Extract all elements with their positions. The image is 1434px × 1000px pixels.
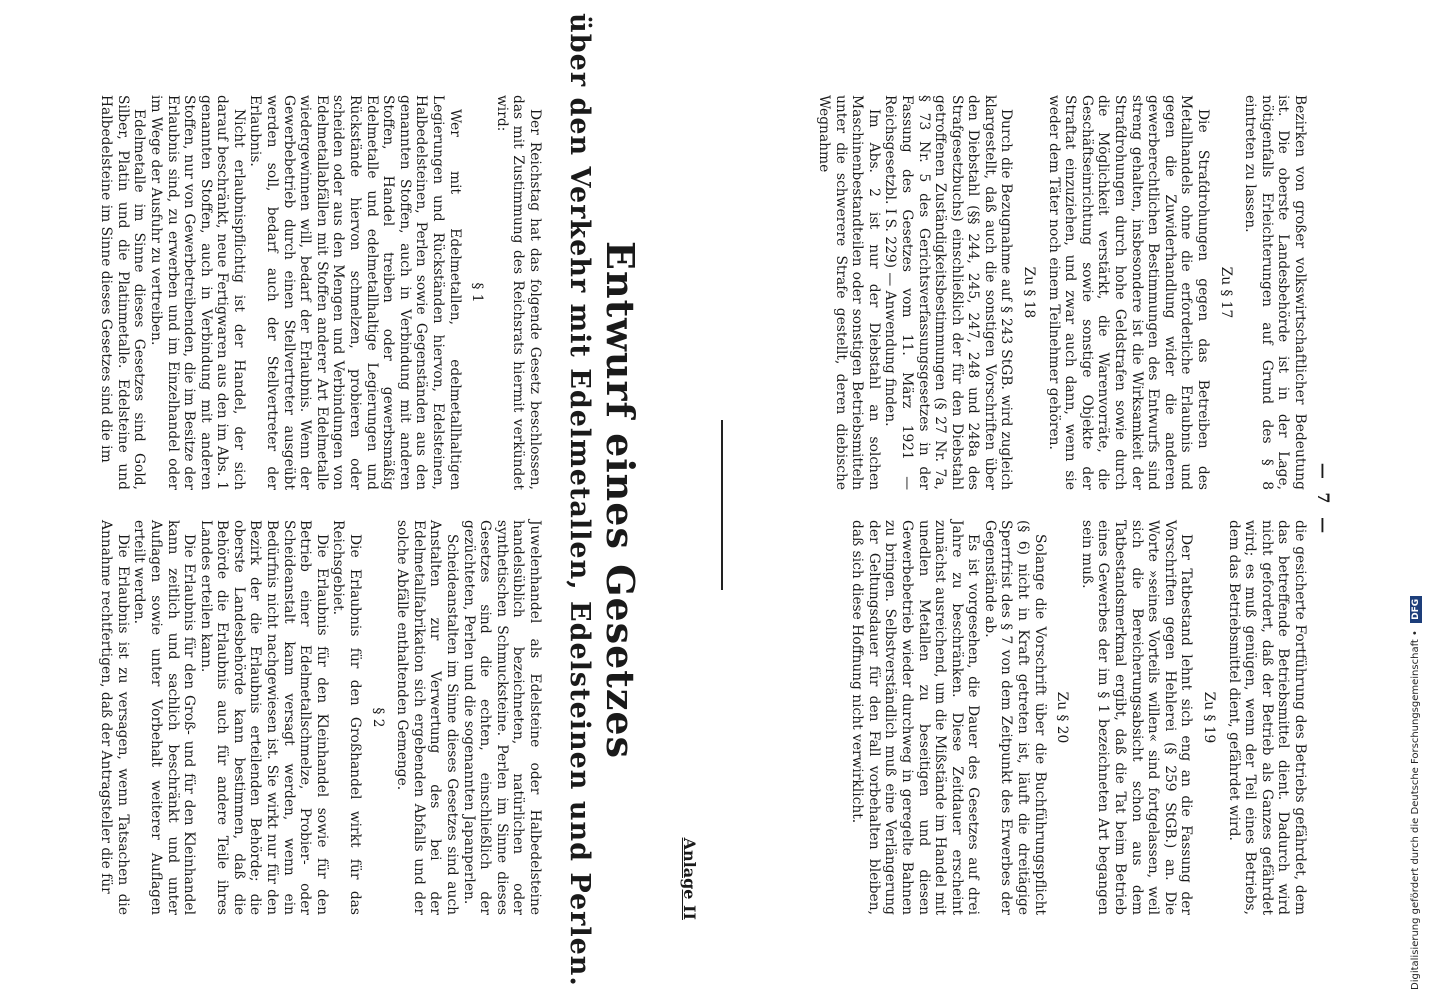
paragraph: Wer mit Edelmetallen, edelmetallhaltigen Legierungen und Rückständen hiervon, Edelsteinen, Halbedelsteinen, Perlen sowie Gegenständen aus den genannten Stoffen, auch in Verbindung mit anderen Stoffen, Handel treiben oder gewerbsmäßig Edelmetalle und edelmetallhaltige Legierungen und Rückstände hiervon schmelzen, probieren oder scheiden oder aus den Mengen und Verbindungen von Edelmetallabfällen mit Stoffen anderer Art Edelmetalle wiedergewinnen will, bedarf der Erlaubnis. Wenn der Gewerbebetrieb durch einen Stellvertreter ausgeübt werden soll, bedarf auch der Stellvertreter der Erlaubnis. <box>247 95 463 490</box>
section-heading-2: § 2 <box>369 707 386 728</box>
paragraph: Der Reichstag hat das folgende Gesetz beschlossen, das mit Zustimmung des Reichsrats hiermit verkündet wird: <box>493 95 543 490</box>
section-heading-17: Zu § 17 <box>1217 266 1234 319</box>
rotated-page <box>25 0 1403 1000</box>
paragraph: Die Strafdrohungen gegen das Betreiben des Metallhandels ohne die erforderliche Erlaubnis und gegen die Zuwiderhandlung wider die anderen gewerberechtlichen Bestimmungen des Entwurfs sind streng gehalten, insbesondere ist die Wirksamkeit der Strafdrohungen durch hohe Geldstrafen sowie durch die Möglichkeit verstärkt, die Warenvorräte, die Geschäftseinrichtung sowie sonstige Objekte der Straftat einzuziehen, und zwar auch dann, wenn sie weder dem Täter noch einem Teilnehmer gehören. <box>1045 95 1212 490</box>
paragraph: Solange die Vorschrift über die Buchführungspflicht (§ 6) nicht in Kraft getreten ist, läuft die dreitägige Sperrfrist des § 7 von dem Zeitpunkt des Erwerbes der Gegenstände ab. <box>981 520 1048 915</box>
paragraph: Juwelenhandel als Edelsteine oder Halbedelsteine handelsüblich bezeichneten, natürlichen oder synthetischen Schmucksteine. Perlen im Sinne dieses Gesetzes sind die echten, einschließlich der gezüchteten, Perlen und die sogenannten Japanperlen. <box>460 520 543 915</box>
lower-left-column <box>98 95 543 490</box>
paragraph: Nicht erlaubnispflichtig ist der Handel, der sich darauf beschränkt, neue Fertigwaren aus den im Abs. 1 genannten Stoffen, auch in Verbindung mit anderen Stoffen, nur von Gewerbetreibenden, die im Besitze der Erlaubnis sind, zu erwerben und im Einzelhandel oder im Wege der Ausfuhr zu vertreiben. <box>147 95 247 490</box>
paragraph: Durch die Bezugnahme auf § 243 StGB. wird zugleich klargestellt, daß auch die sonstigen Vorschriften über den Diebstahl (§§ 244, 245, 247, 248 und 248a des Strafgesetzbuchs) einschließlich der für den Diebstahl getroffenen Zuständigkeitsbestimmungen (§ 27 Nr. 7a, § 73 Nr. 5 des Gerichtsverfassungsgesetzes in der Fassung des Gesetzes vom 11. März 1921 — Reichsgesetzbl. I S. 229) — Anwendung finden. <box>882 95 1015 490</box>
dfg-logo: DFG <box>1410 596 1422 623</box>
section-divider <box>721 420 723 590</box>
upper-left-column <box>815 95 1308 490</box>
paragraph: Die Erlaubnis für den Großhandel wirkt für das Reichsgebiet. <box>330 520 364 915</box>
section-heading-18: Zu § 18 <box>1021 266 1038 319</box>
upper-right-column <box>849 520 1308 915</box>
section-heading-1: § 1 <box>469 282 486 303</box>
paragraph: die gesicherte Fortführung des Betriebs gefährdet, dem das betreffende Betriebsmittel dient. Dadurch wird nicht gefordert, daß der Betrieb als Ganzes gefährdet wird; es muß genügen, wenn der Teil eines Betriebs, dem das Betriebsmittel dient, gefährdet wird. <box>1225 520 1308 915</box>
appendix-label: Anlage II <box>680 837 699 920</box>
paragraph: Im Abs. 2 ist nur der Diebstahl an solchen Maschinenbestandteilen oder sonstigen Betriebsmitteln unter die schwerere Strafe gestellt, deren diebische Wegnahme <box>815 95 882 490</box>
section-heading-19: Zu § 19 <box>1201 691 1218 744</box>
paragraph: Es ist vorgesehen, die Dauer des Gesetzes auf drei Jahre zu beschränken. Diese Zeitdauer erscheint zunächst ausreichend, um die Mißstände im Handel mit unedlen Metallen zu beseitigen und diesen Gewerbebetrieb wieder durchweg in geregelte Bahnen zu bringen. Selbstverständlich muß eine Verlängerung der Geltungsdauer für den Fall vorbehalten bleiben, daß sich diese Hoffnung nicht verwirklicht. <box>849 520 982 915</box>
paragraph: Bezirken von großer volkswirtschaftlicher Bedeutung ist. Die oberste Landesbehörde ist in der Lage, nötigenfalls Erleichterungen auf Grund des § 8 eintreten zu lassen. <box>1242 95 1308 490</box>
document-title: Entwurf eines Gesetzes <box>598 240 643 760</box>
lower-section <box>25 0 699 1000</box>
paragraph: Scheideanstalten im Sinne dieses Gesetzes sind auch Anstalten zur Verwertung des bei der Edelmetallfabrikation sich ergebenden Abfalls und der solche Abfälle enthaltenden Gemenge. <box>394 520 461 915</box>
upper-section <box>703 0 1403 1000</box>
paragraph: Die Erlaubnis für den Kleinhandel sowie für den Betrieb einer Edelmetallschmelze, Probier- oder Scheideanstalt kann versagt werden, wenn ein Bedürfnis nicht nachgewiesen ist. Sie wirkt nur für den Bezirk der die Erlaubnis erteilenden Behörde; die oberste Landesbehörde kann bestimmen, daß die Behörde die Erlaubnis auch für andere Teile ihres Landes erteilen kann. <box>197 520 330 915</box>
page-number: — 7 — <box>1314 462 1333 538</box>
paragraph: Die Erlaubnis ist zu versagen, wenn Tatsachen die Annahme rechtfertigen, daß der Antragsteller die für <box>98 520 131 915</box>
paragraph: Die Erlaubnis für den Groß- und für den Kleinhandel kann zeitlich und sachlich beschränkt und unter Auflagen sowie unter Vorbehalt weiterer Auflagen erteilt werden. <box>131 520 198 915</box>
document-subtitle: über den Verkehr mit Edelmetallen, Edelsteinen und Perlen. <box>564 13 595 987</box>
paragraph: Der Tatbestand lehnt sich eng an die Fassung der Vorschriften gegen Hehlerei (§ 259 StGB.) an. Die Worte »seines Vorteils willen« sind fortgelassen, weil sich die Bereicherungsabsicht schon aus dem Tatbestandsmerkmal ergibt, daß die Tat beim Betrieb eines Gewerbes der im § 1 bezeichneten Art begangen sein muß. <box>1078 520 1195 915</box>
lower-right-column <box>98 520 543 915</box>
credit-text: Digitalisierung gefördert durch die Deutsche Forschungsgemeinschaft • <box>1410 630 1421 990</box>
paragraph: Edelmetalle im Sinne dieses Gesetzes sind Gold, Silber, Platin und die Platinmetalle. Edelsteine und Halbedelsteine im Sinne dieses Gesetzes sind die im <box>98 95 148 490</box>
digitization-credit <box>1406 10 1426 990</box>
section-heading-20: Zu § 20 <box>1054 691 1071 744</box>
